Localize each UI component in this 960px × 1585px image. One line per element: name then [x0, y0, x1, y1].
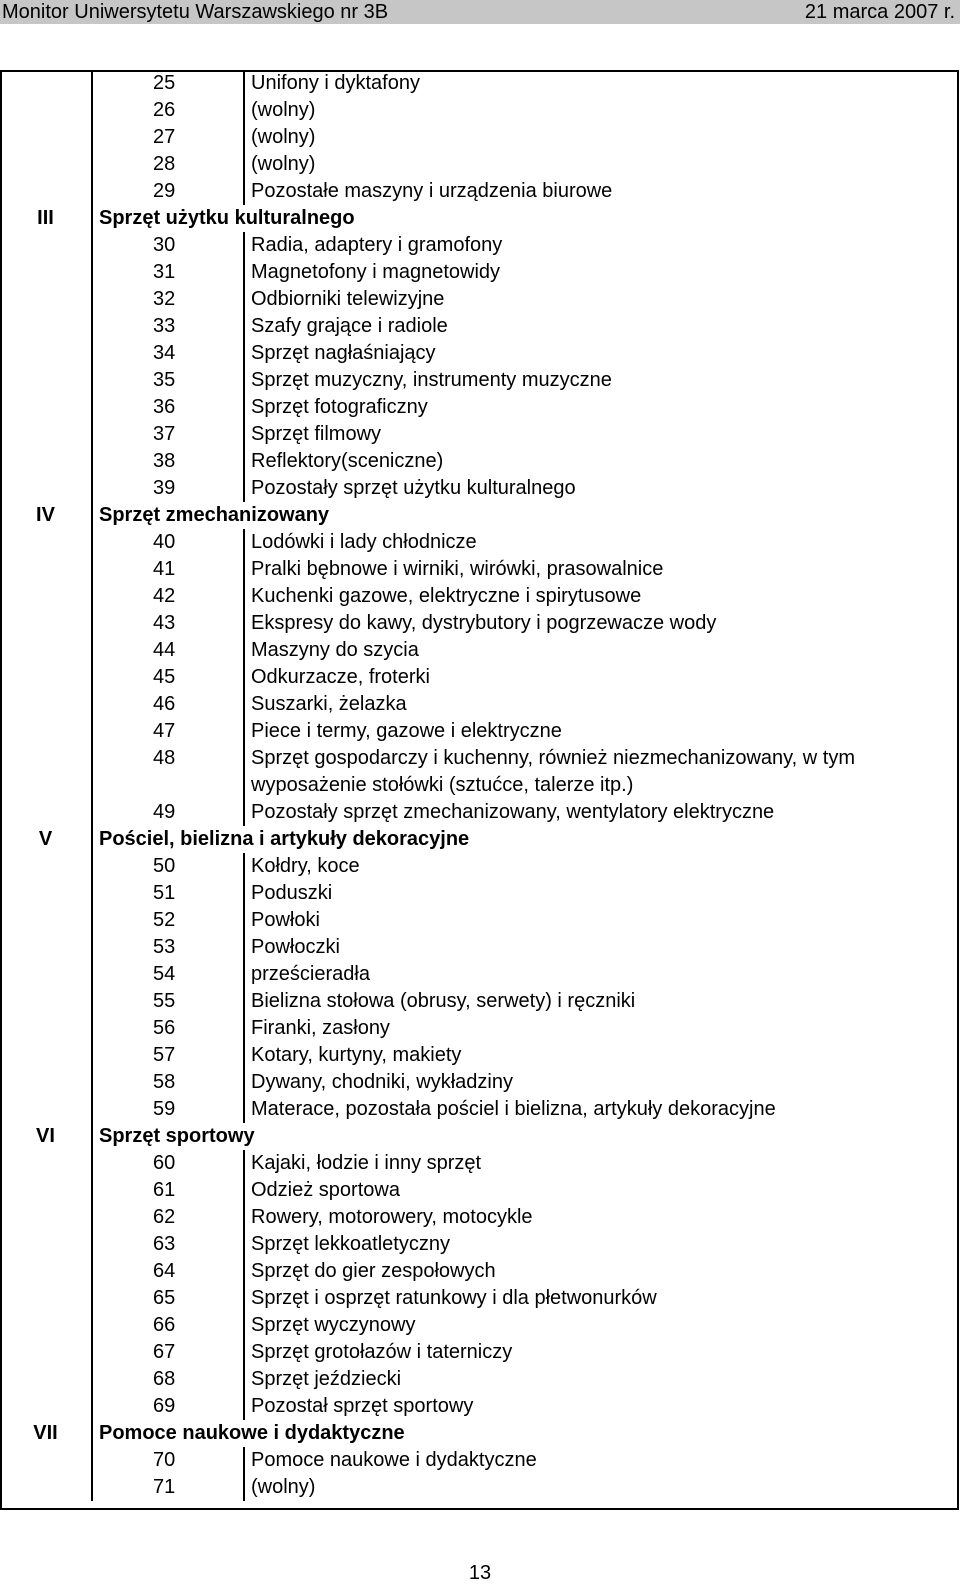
table-row — [0, 529, 959, 556]
item-label: Pralki bębnowe i wirniki, wirówki, prasowalnice — [251, 558, 664, 580]
table-row — [0, 610, 959, 637]
item-label: Odzież sportowa — [251, 1179, 400, 1201]
roman-cell — [0, 97, 92, 124]
item-number: 55 — [92, 988, 244, 1015]
item-number: 45 — [92, 664, 244, 691]
item-number: 32 — [92, 286, 244, 313]
item-label: Poduszki — [251, 882, 333, 904]
item-number: 47 — [92, 718, 244, 745]
item-label: Sprzęt i osprzęt ratunkowy i dla płetwonurków — [251, 1287, 657, 1309]
item-label: Sprzęt gospodarczy i kuchenny, również niezmechanizowany, w tym wyposażenie stołówki (sztućce, talerze itp.) — [251, 747, 855, 796]
roman-cell — [0, 1474, 92, 1501]
table-row — [0, 151, 959, 178]
item-number: 41 — [92, 556, 244, 583]
item-number: 68 — [92, 1366, 244, 1393]
item-number: 40 — [92, 529, 244, 556]
item-number: 61 — [92, 1177, 244, 1204]
roman-cell — [0, 124, 92, 151]
table-body — [0, 70, 959, 1501]
category-label: Pomoce naukowe i dydaktyczne — [99, 1422, 405, 1444]
roman-cell — [0, 934, 92, 961]
table-row — [0, 1312, 959, 1339]
table-row — [0, 961, 959, 988]
item-label: Magnetofony i magnetowidy — [251, 261, 501, 283]
item-label: Bielizna stołowa (obrusy, serwety) i ręczniki — [251, 990, 636, 1012]
table-row — [0, 1231, 959, 1258]
item-label: Pozostałe maszyny i urządzenia biurowe — [251, 180, 613, 202]
category-label: Pościel, bielizna i artykuły dekoracyjne — [99, 828, 470, 850]
item-label: Lodówki i lady chłodnicze — [251, 531, 477, 553]
item-number: 33 — [92, 313, 244, 340]
item-label: Materace, pozostała pościel i bielizna, artykuły dekoracyjne — [251, 1098, 776, 1120]
item-label: Kajaki, łodzie i inny sprzęt — [251, 1152, 482, 1174]
item-label: Powłoczki — [251, 936, 340, 958]
item-label: Sprzęt lekkoatletyczny — [251, 1233, 450, 1255]
table-row — [0, 421, 959, 448]
roman-cell — [0, 1393, 92, 1420]
item-number: 71 — [92, 1474, 244, 1501]
item-number: 57 — [92, 1042, 244, 1069]
item-label: Sprzęt muzyczny, instrumenty muzyczne — [251, 369, 612, 391]
roman-cell — [0, 1042, 92, 1069]
table-row — [0, 1366, 959, 1393]
item-number: 42 — [92, 583, 244, 610]
roman-cell — [0, 178, 92, 205]
item-number: 70 — [92, 1447, 244, 1474]
item-label: Pozostał sprzęt sportowy — [251, 1395, 474, 1417]
item-number: 46 — [92, 691, 244, 718]
table-row — [0, 1150, 959, 1177]
roman-cell — [0, 151, 92, 178]
item-number: 49 — [92, 799, 244, 826]
roman-cell — [0, 961, 92, 988]
category-label: Sprzęt zmechanizowany — [99, 504, 330, 526]
table-row — [0, 664, 959, 691]
table-row — [0, 556, 959, 583]
item-number: 30 — [92, 232, 244, 259]
page-number: 13 — [468, 1562, 492, 1584]
item-label: Pozostały sprzęt zmechanizowany, wentylatory elektryczne — [251, 801, 775, 823]
table-row — [0, 1393, 959, 1420]
roman-cell — [0, 313, 92, 340]
roman-cell — [0, 70, 92, 97]
item-number: 26 — [92, 97, 244, 124]
roman-cell — [0, 259, 92, 286]
item-number: 31 — [92, 259, 244, 286]
category-row — [0, 502, 959, 529]
roman-cell — [0, 664, 92, 691]
roman-cell — [0, 1312, 92, 1339]
category-roman-numeral: IV — [0, 502, 92, 529]
item-number: 56 — [92, 1015, 244, 1042]
roman-cell — [0, 421, 92, 448]
item-label: Sprzęt do gier zespołowych — [251, 1260, 496, 1282]
table-row — [0, 97, 959, 124]
item-label: (wolny) — [251, 99, 316, 121]
roman-cell — [0, 367, 92, 394]
table-row — [0, 718, 959, 745]
table-row — [0, 286, 959, 313]
roman-cell — [0, 610, 92, 637]
roman-cell — [0, 745, 92, 799]
table-row — [0, 637, 959, 664]
item-label: Maszyny do szycia — [251, 639, 419, 661]
roman-cell — [0, 232, 92, 259]
item-label: Firanki, zasłony — [251, 1017, 390, 1039]
table-row — [0, 1096, 959, 1123]
item-number: 43 — [92, 610, 244, 637]
table-row — [0, 1042, 959, 1069]
item-label: Rowery, motorowery, motocykle — [251, 1206, 533, 1228]
table-row — [0, 367, 959, 394]
item-number: 53 — [92, 934, 244, 961]
item-label: Sprzęt filmowy — [251, 423, 382, 445]
category-row — [0, 826, 959, 853]
item-number: 60 — [92, 1150, 244, 1177]
item-number: 59 — [92, 1096, 244, 1123]
table-row — [0, 1447, 959, 1474]
roman-cell — [0, 1447, 92, 1474]
roman-cell — [0, 988, 92, 1015]
roman-cell — [0, 1366, 92, 1393]
table-row — [0, 583, 959, 610]
item-label: Pomoce naukowe i dydaktyczne — [251, 1449, 537, 1471]
roman-cell — [0, 556, 92, 583]
category-label: Sprzęt sportowy — [99, 1125, 255, 1147]
table-row — [0, 340, 959, 367]
item-label: Odkurzacze, froterki — [251, 666, 430, 688]
roman-cell — [0, 583, 92, 610]
category-roman-numeral: VI — [0, 1123, 92, 1150]
table-row — [0, 745, 959, 799]
item-label: Powłoki — [251, 909, 320, 931]
category-roman-numeral: V — [0, 826, 92, 853]
item-label: Pozostały sprzęt użytku kulturalnego — [251, 477, 576, 499]
roman-cell — [0, 1177, 92, 1204]
roman-cell — [0, 1069, 92, 1096]
table-row — [0, 799, 959, 826]
item-number: 29 — [92, 178, 244, 205]
item-label: (wolny) — [251, 1476, 316, 1498]
item-label: Sprzęt nagłaśniający — [251, 342, 436, 364]
roman-cell — [0, 1339, 92, 1366]
item-label: Kuchenki gazowe, elektryczne i spirytusowe — [251, 585, 642, 607]
item-label: prześcieradła — [251, 963, 370, 985]
item-number: 48 — [92, 745, 244, 799]
item-number: 27 — [92, 124, 244, 151]
table-row — [0, 232, 959, 259]
table-row — [0, 934, 959, 961]
table-row — [0, 313, 959, 340]
roman-cell — [0, 475, 92, 502]
table-row — [0, 259, 959, 286]
item-number: 58 — [92, 1069, 244, 1096]
item-label: Odbiorniki telewizyjne — [251, 288, 445, 310]
item-number: 69 — [92, 1393, 244, 1420]
roman-cell — [0, 1150, 92, 1177]
item-label: Piece i termy, gazowe i elektryczne — [251, 720, 562, 742]
page-header — [0, 0, 960, 24]
item-number: 37 — [92, 421, 244, 448]
roman-cell — [0, 286, 92, 313]
item-number: 28 — [92, 151, 244, 178]
category-roman-numeral: VII — [0, 1420, 92, 1447]
table-row — [0, 124, 959, 151]
item-number: 25 — [92, 70, 244, 97]
table-row — [0, 853, 959, 880]
table-row — [0, 1177, 959, 1204]
item-label: Sprzęt jeździecki — [251, 1368, 402, 1390]
category-roman-numeral: III — [0, 205, 92, 232]
classification-table — [0, 70, 959, 1501]
roman-cell — [0, 691, 92, 718]
roman-cell — [0, 853, 92, 880]
item-number: 63 — [92, 1231, 244, 1258]
item-number: 50 — [92, 853, 244, 880]
item-number: 66 — [92, 1312, 244, 1339]
item-label: (wolny) — [251, 126, 316, 148]
roman-cell — [0, 799, 92, 826]
category-row — [0, 1123, 959, 1150]
table-row — [0, 394, 959, 421]
item-label: Suszarki, żelazka — [251, 693, 407, 715]
header-title: Monitor Uniwersytetu Warszawskiego nr 3B — [2, 1, 389, 23]
table-row — [0, 448, 959, 475]
category-row — [0, 1420, 959, 1447]
roman-cell — [0, 529, 92, 556]
table-row — [0, 475, 959, 502]
category-row — [0, 205, 959, 232]
item-label: Unifony i dyktafony — [251, 72, 420, 94]
item-number: 44 — [92, 637, 244, 664]
roman-cell — [0, 394, 92, 421]
item-label: Kotary, kurtyny, makiety — [251, 1044, 462, 1066]
item-number: 35 — [92, 367, 244, 394]
item-number: 67 — [92, 1339, 244, 1366]
table-row — [0, 1258, 959, 1285]
roman-cell — [0, 1285, 92, 1312]
table-row — [0, 880, 959, 907]
roman-cell — [0, 880, 92, 907]
table-row — [0, 1339, 959, 1366]
table-row — [0, 70, 959, 97]
roman-cell — [0, 1258, 92, 1285]
roman-cell — [0, 1096, 92, 1123]
item-number: 34 — [92, 340, 244, 367]
item-number: 54 — [92, 961, 244, 988]
item-label: (wolny) — [251, 153, 316, 175]
item-number: 36 — [92, 394, 244, 421]
item-number: 39 — [92, 475, 244, 502]
category-label: Sprzęt użytku kulturalnego — [99, 207, 355, 229]
item-label: Sprzęt fotograficzny — [251, 396, 428, 418]
roman-cell — [0, 1231, 92, 1258]
item-label: Reflektory(sceniczne) — [251, 450, 444, 472]
table-row — [0, 1474, 959, 1501]
roman-cell — [0, 1204, 92, 1231]
roman-cell — [0, 718, 92, 745]
item-number: 52 — [92, 907, 244, 934]
table-row — [0, 907, 959, 934]
item-label: Dywany, chodniki, wykładziny — [251, 1071, 513, 1093]
roman-cell — [0, 448, 92, 475]
roman-cell — [0, 1015, 92, 1042]
roman-cell — [0, 637, 92, 664]
item-number: 65 — [92, 1285, 244, 1312]
item-label: Sprzęt wyczynowy — [251, 1314, 416, 1336]
table-row — [0, 691, 959, 718]
item-number: 51 — [92, 880, 244, 907]
item-label: Ekspresy do kawy, dystrybutory i pogrzewacze wody — [251, 612, 717, 634]
header-date: 21 marca 2007 r. — [804, 1, 955, 23]
roman-cell — [0, 907, 92, 934]
item-label: Kołdry, koce — [251, 855, 360, 877]
item-number: 38 — [92, 448, 244, 475]
roman-cell — [0, 340, 92, 367]
table-row — [0, 178, 959, 205]
table-row — [0, 1015, 959, 1042]
table-row — [0, 1069, 959, 1096]
item-label: Radia, adaptery i gramofony — [251, 234, 503, 256]
item-number: 64 — [92, 1258, 244, 1285]
table-row — [0, 988, 959, 1015]
item-number: 62 — [92, 1204, 244, 1231]
item-label: Sprzęt grotołazów i taterniczy — [251, 1341, 513, 1363]
table-row — [0, 1204, 959, 1231]
table-row — [0, 1285, 959, 1312]
item-label: Szafy grające i radiole — [251, 315, 448, 337]
